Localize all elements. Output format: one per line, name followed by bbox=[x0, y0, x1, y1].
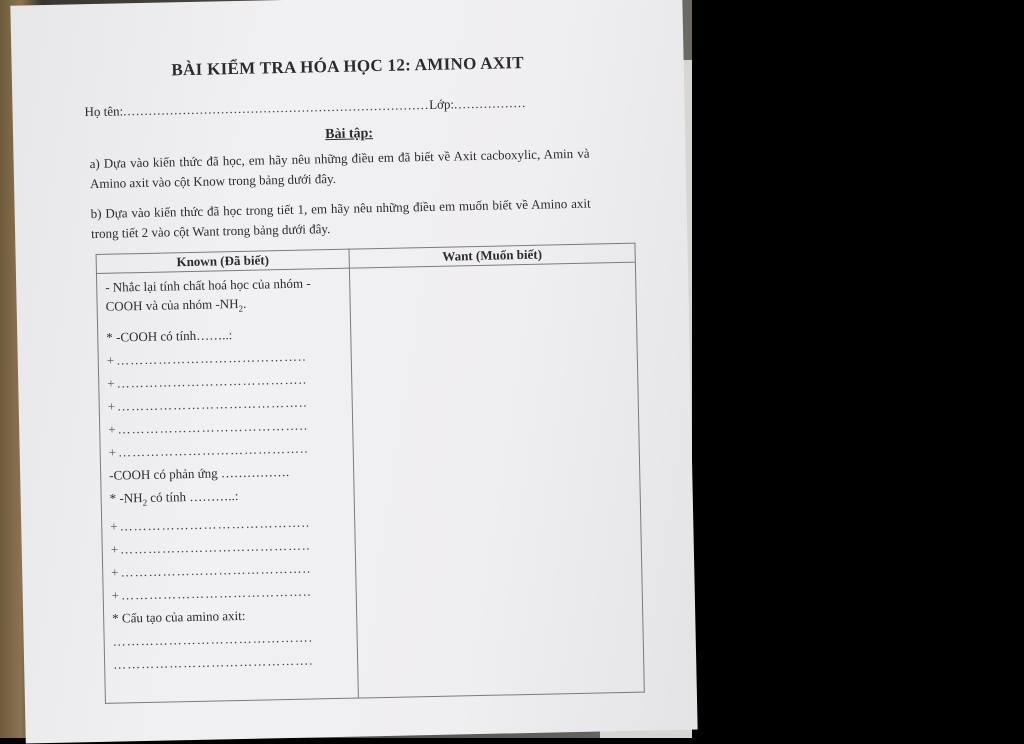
nh2-property-prompt: * $-NH_2$ có tính ………..: bbox=[109, 487, 239, 508]
cooh-reaction-prompt: -COOH có phản ứng ……………. bbox=[109, 463, 290, 483]
worksheet-title: BÀI KIỂM TRA HÓA HỌC 12: AMINO AXIT bbox=[171, 52, 525, 80]
know-want-table bbox=[96, 243, 645, 704]
answer-line: ……………………………………. bbox=[112, 629, 314, 649]
answer-line: + ………………………………….. bbox=[111, 560, 312, 580]
structure-prompt: * Cấu tạo của amino axit: bbox=[112, 608, 246, 626]
answer-line: + ………………………………….. bbox=[108, 417, 309, 437]
known-column-header: Known (Đã biết) bbox=[96, 249, 349, 273]
cooh-property-prompt: * -COOH có tính……..: bbox=[106, 326, 233, 345]
answer-line: + ………………………………….. bbox=[111, 583, 312, 603]
want-cell bbox=[349, 262, 644, 698]
answer-line: + ………………………………….. bbox=[110, 514, 311, 534]
class-blank: ................. bbox=[453, 94, 527, 112]
known-cell bbox=[96, 268, 358, 703]
recall-prompt: - Nhắc lại tính chất hoá học của nhóm -COOH và của nhóm $-NH_2$. bbox=[105, 275, 311, 314]
answer-line: + ………………………………….. bbox=[106, 348, 307, 368]
instruction-a: a) Dựa vào kiến thức đã học, em hãy nêu những điều em đã biết về Axit cacboxylic, Amin và Amino axit vào cột Know trong bảng dưới đây. bbox=[89, 145, 590, 192]
class-label: Lớp: bbox=[428, 96, 455, 112]
answer-line: + ………………………………….. bbox=[110, 537, 311, 557]
exercise-heading: Bài tập: bbox=[325, 126, 374, 143]
instruction-b: b) Dựa vào kiến thức đã học trong tiết 1, em hãy nêu những điều em muốn biết về Amino axit trong tiết 2 vào cột Want trong bảng dưới đây. bbox=[90, 195, 591, 242]
answer-line: + ………………………………….. bbox=[108, 440, 309, 460]
worksheet-paper bbox=[10, 0, 697, 744]
name-blank: ........................................................................ bbox=[123, 96, 430, 119]
answer-line: + ………………………………….. bbox=[107, 394, 308, 414]
answer-line: ……………………………………. bbox=[112, 652, 314, 672]
student-info-line bbox=[84, 95, 526, 120]
answer-line: + ………………………………….. bbox=[107, 371, 308, 391]
name-label: Họ tên: bbox=[84, 103, 124, 120]
want-column-header: Want (Muốn biết) bbox=[349, 243, 635, 268]
